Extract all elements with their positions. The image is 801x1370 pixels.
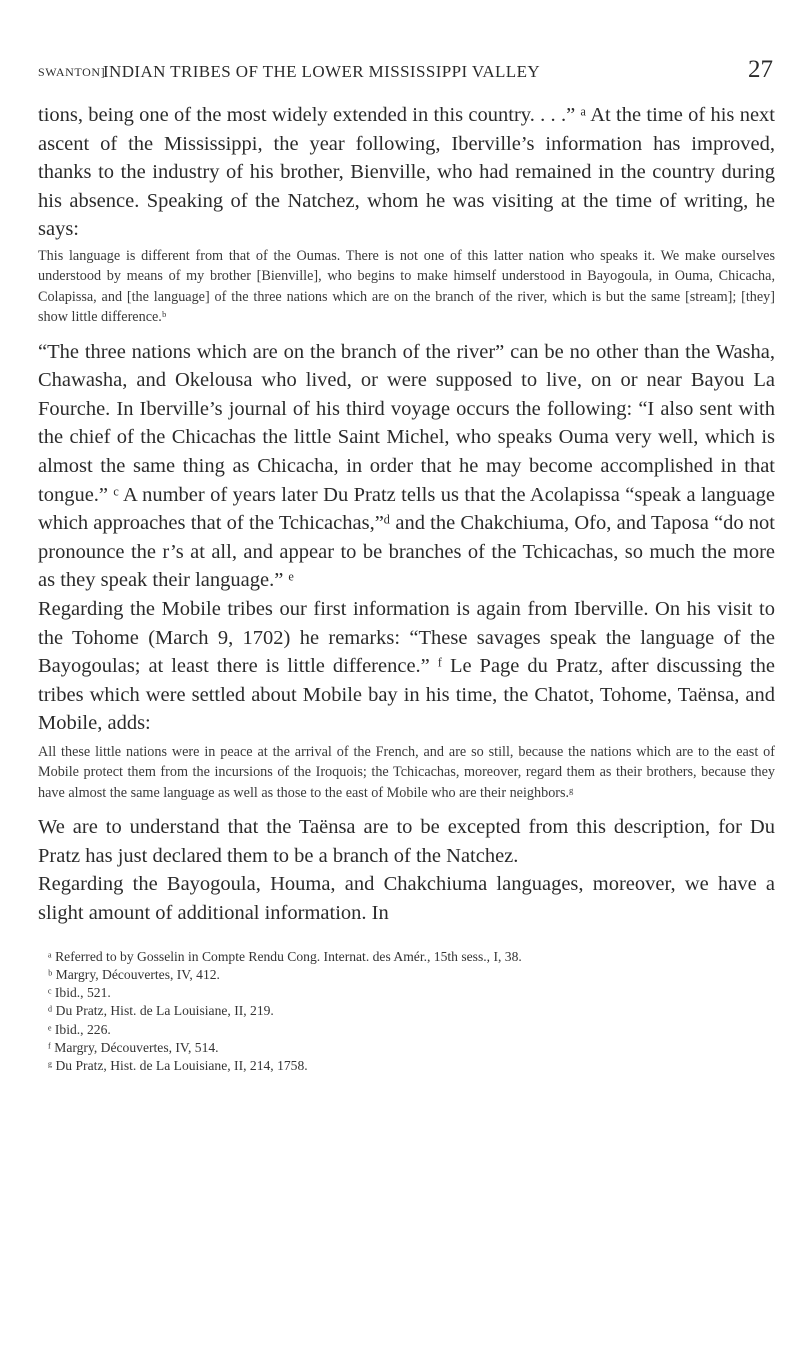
footnote-f: ᶠ Margry, Découvertes, IV, 514.	[48, 1039, 219, 1055]
paragraph-1: tions, being one of the most widely extended in this country. . . .” ᵃ At the time of his next ascent of the Mississippi, the year following, Iberville’s information has improved, thanks to the industry of his brother, Bienville, who had remained in the country during his absence. Speaking of the Natchez, whom he was visiting at the time of writing, he says:	[38, 104, 775, 241]
footnote-e: ᵉ Ibid., 226.	[48, 1021, 111, 1037]
paragraph-3: Regarding the Mobile tribes our first information is again from Iberville. On his visit to the Tohome (March 9, 1702) he remarks: “These savages speak the language of the Bayogoulas; at least there is little difference.” ᶠ Le Page du Pratz, after discussing the tribes which were settled about Mobile bay in his time, the Chatot, Tohome, Taënsa, and Mobile, adds:	[38, 597, 775, 735]
footnote-a: ᵃ Referred to by Gosselin in Compte Rendu Cong. Internat. des Amér., 15th sess., I, 38.	[48, 948, 522, 964]
block-quote-1: This language is different from that of the Oumas. There is not one of this latter nation who speaks it. We make ourselves understood by means of my brother [Bienville], who begins to make himself understood in Bayogoula, in Ouma, Chicacha, Colapissa, and [the language] of the three nations which are on the branch of the river, which is but the same [stream]; [they] show little difference.ᵇ	[38, 247, 775, 326]
footnote-d: ᵈ Du Pratz, Hist. de La Louisiane, II, 219.	[48, 1003, 274, 1019]
footnote-b: ᵇ Margry, Découvertes, IV, 412.	[48, 966, 220, 982]
page-number: 27	[748, 56, 773, 83]
header-author: SWANTON]	[38, 65, 106, 79]
block-quote-2: All these little nations were in peace at the arrival of the French, and are so still, because the nations which are to the east of Mobile protect them from the incursions of the Iroquois; the Tchicachas, moreover, regard them as their brothers, because they have almost the same language as well as those to the east of Mobile who are their neighbors.ᵍ	[38, 743, 775, 801]
footnote-c: ᶜ Ibid., 521.	[48, 985, 111, 1001]
header-title: INDIAN TRIBES OF THE LOWER MISSISSIPPI VALLEY	[103, 62, 541, 81]
footnote-g: ᵍ Du Pratz, Hist. de La Louisiane, II, 214, 1758.	[48, 1058, 308, 1074]
paragraph-5: Regarding the Bayogoula, Houma, and Chakchiuma languages, moreover, we have a slight amount of additional information. In	[38, 873, 775, 924]
paragraph-4: We are to understand that the Taënsa are to be excepted from this description, for Du Pratz has just declared them to be a branch of the Natchez.	[38, 816, 775, 867]
paragraph-2: “The three nations which are on the branch of the river” can be no other than the Washa, Chawasha, and Okelousa who lived, or were supposed to live, on or near Bayou La Fourche. In Iberville’s journal of his third voyage occurs the following: “I also sent with the chief of the Chicachas the little Saint Michel, who speaks Ouma very well, which is almost the same thing as Chicacha, in order that he may become accomplished in that tongue.” ᶜ A number of years later Du Pratz tells us that the Acolapissa “speak a language which approaches that of the Tchicachas,”ᵈ and the Chakchiuma, Ofo, and Taposa “do not pronounce the r’s at all, and appear to be branches of the Tchicachas, so much the more as they speak their language.” ᵉ	[38, 340, 775, 592]
footnotes	[38, 948, 775, 1076]
running-header	[38, 50, 775, 90]
